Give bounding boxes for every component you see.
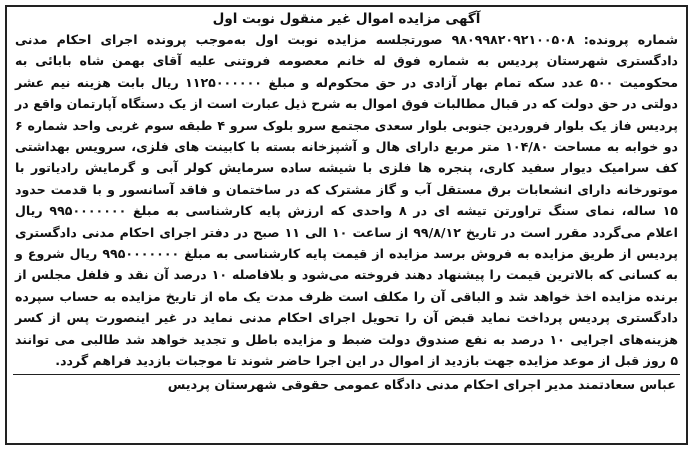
body-line: دادگستری شهرستان پردیس به شماره فوق له خانم معصومه فروتنی علیه آقای بهمن شاه بابائی به xyxy=(15,53,678,69)
body-line: دو خوابه به مساحت ۱۰۴/۸۰ متر مربع دارای هال و آشپزخانه بسته با کابینت های فلزی، سرویس بهداشتی xyxy=(15,139,679,155)
body-line: محکومیت ۵۰۰ عدد سکه تمام بهار آزادی در حق محکوم‌له و مبلغ ۱۱۲۵۰۰۰۰۰۰ ریال بابت هزینه نیم عشر xyxy=(15,74,679,90)
body-line: ۵ روز قبل از موعد مزایده جهت بازدید از اموال در این اجرا حاضر شوند تا موجبات بازدید فراهم گردد. xyxy=(55,353,678,369)
body-line: هزینه‌های اجرایی ۱۰ درصد به نفع صندوق دولت ضبط و مزایده باطل و تجدید خواهد شد طالبی می توانند xyxy=(15,331,678,347)
body-line: دادگستری پردیس پرداخت نماید قبض آن را تحویل اجرای احکام مدنی نماید در غیر اینصورت پس از کسر xyxy=(15,310,678,326)
body-line: برنده مزایده اخذ خواهد شد و الباقی آن را مکلف است ظرف مدت یک ماه از تاریخ مزایده به حساب سپرده xyxy=(15,288,678,304)
body-line: موتورخانه دارای انشعابات برق مستقل آب و گاز مشترک که در ساختمان و فاقد آسانسور و با قدمت حدود xyxy=(15,181,678,197)
body-line: شماره پرونده: ۹۸۰۹۹۸۲۰۹۲۱۰۰۵۰۸ صورتجلسه مزایده نوبت اول به‌موجب پرونده اجرای احکام مدنی xyxy=(15,32,678,47)
body-line: پردیس فاز یک بلوار فروردین جنوبی بلوار سعدی مجتمع سرو بلوک سرو ۴ طبقه سوم غربی واحد شماره ۶ xyxy=(15,117,678,133)
auction-notice xyxy=(5,5,688,445)
body-line: اعلام می‌گردد مقرر است در تاریخ ۹۹/۸/۱۲ از ساعت ۱۰ الی ۱۱ صبح در دفتر اجرای احکام مدنی دادگستری xyxy=(15,224,678,240)
body-line: پردیس از طریق مزایده به فروش برسد مزایده از قیمت پایه کارشناسی به مبلغ ۹۹۵۰۰۰۰۰۰۰ ریال شروع و xyxy=(15,246,678,262)
notice-body xyxy=(7,29,686,372)
signature-line: عباس سعادتمند مدیر اجرای احکام مدنی دادگاه عمومی حقوقی شهرستان پردیس xyxy=(167,377,676,393)
body-line: دولتی در حق دولت که در قبال مطالبات فوق اموال به شرح ذیل عبارت است از یک دستگاه آپارتمان واقع در xyxy=(15,96,678,112)
body-line: به کسانی که بالاترین قیمت را پیشنهاد دهند فروخته می‌شود و بلافاصله ۱۰ درصد آن نقد و فلفل مجلس از xyxy=(15,267,678,283)
body-line: کف سرامیک دیوار سفید کاری، پنجره ها فلزی با شیشه ساده سرمایش کولر آبی و گرمایش رادیاتور با xyxy=(15,160,678,176)
body-line: ۱۵ ساله، نمای سنگ تراورتن تیشه ای در ۸ واحدی که ارزش پایه کارشناسی به مبلغ ۹۹۵۰۰۰۰۰۰۰ ریال xyxy=(15,203,678,219)
notice-title: آگهی مزایده اموال غیر منقول نوبت اول xyxy=(212,11,481,27)
